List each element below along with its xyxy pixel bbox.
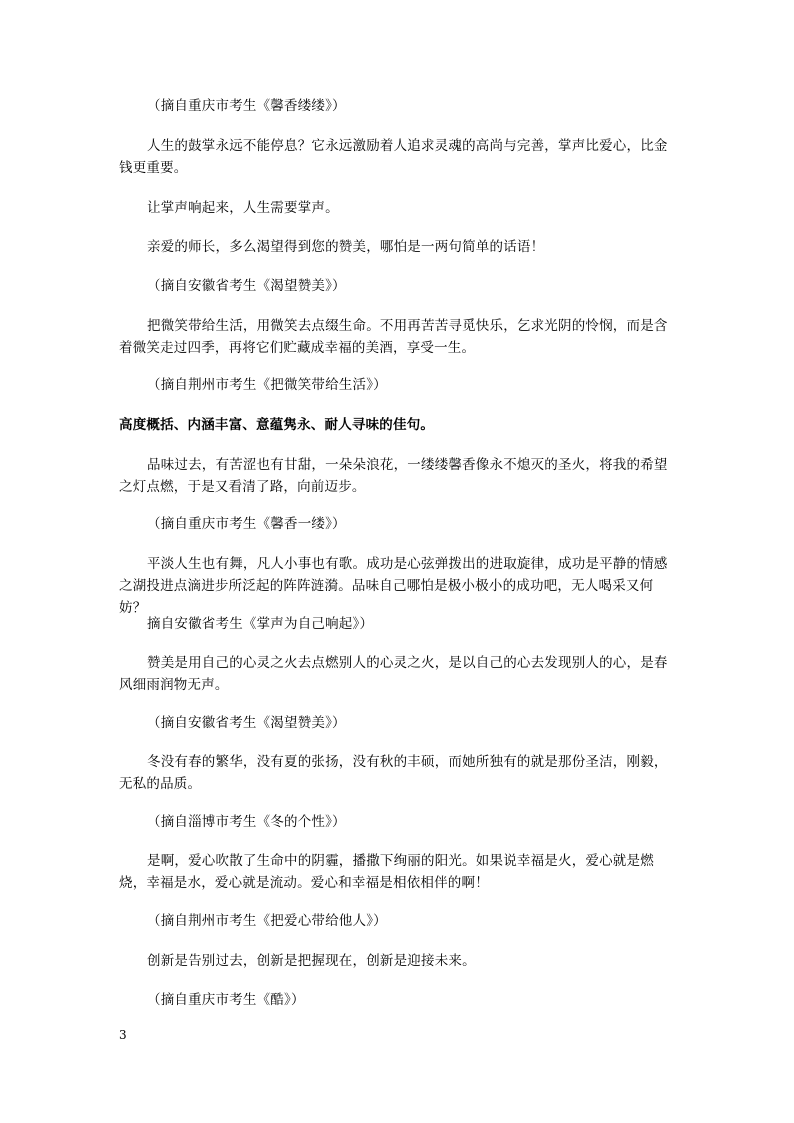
body-paragraph: 品味过去，有苦涩也有甘甜，一朵朵浪花，一缕缕馨香像永不熄灭的圣火，将我的希望之灯点燃，于是又看清了路，向前迈步。 (119, 457, 668, 495)
body-paragraph: 让掌声响起来，人生需要掌声。 (147, 200, 339, 216)
body-paragraph: 是啊，爱心吹散了生命中的阴霾，播撒下绚丽的阳光。如果说幸福是火，爱心就是燃烧，幸福是水，爱心就是流动。爱心和幸福是相依相伴的啊！ (119, 853, 654, 891)
body-paragraph: 创新是告别过去，创新是把握现在，创新是迎接未来。 (147, 953, 476, 969)
source-citation: （摘自重庆市考生《馨香一缕》） (147, 516, 346, 532)
page-number: 3 (119, 1028, 127, 1042)
source-citation: （摘自重庆市考生《馨香缕缕》） (147, 98, 346, 114)
section-heading: 高度概括、内涵丰富、意蕴隽永、耐人寻味的佳句。 (119, 417, 435, 433)
source-citation: （摘自安徽省考生《渴望赞美》） (147, 715, 346, 731)
source-citation: （摘自安徽省考生《渴望赞美》） (147, 278, 346, 294)
body-paragraph: 亲爱的师长，多么渴望得到您的赞美，哪怕是一两句简单的话语！ (147, 239, 545, 255)
source-citation: 摘自安徽省考生《掌声为自己响起》） (147, 616, 374, 632)
body-paragraph: 赞美是用自己的心灵之火去点燃别人的心灵之火，是以自己的心去发现别人的心，是春风细雨润物无声。 (119, 655, 668, 693)
source-citation: （摘自荆州市考生《把微笑带给生活》） (147, 377, 387, 393)
body-paragraph: 把微笑带给生活，用微笑去点缀生命。不用再苦苦寻觅快乐，乞求光阴的怜悯，而是含着微笑走过四季，再将它们贮藏成幸福的美酒，享受一生。 (119, 318, 668, 356)
source-citation: （摘自荆州市考生《把爱心带给他人》） (147, 913, 387, 929)
source-citation: （摘自淄博市考生《冬的个性》） (147, 814, 346, 830)
body-paragraph: 人生的鼓掌永远不能停息？它永远激励着人追求灵魂的高尚与完善，掌声比爱心，比金钱更重要。 (119, 138, 668, 176)
source-citation: （摘自重庆市考生《酷》） (147, 992, 305, 1008)
body-paragraph: 平淡人生也有舞，凡人小事也有歌。成功是心弦弹拨出的进取旋律，成功是平静的情感之湖投进点滴进步所泛起的阵阵涟漪。品味自己哪怕是极小极小的成功吧，无人喝采又何妨？ (119, 556, 668, 616)
body-paragraph: 冬没有春的繁华，没有夏的张扬，没有秋的丰硕，而她所独有的就是那份圣洁，刚毅，无私的品质。 (119, 754, 668, 792)
